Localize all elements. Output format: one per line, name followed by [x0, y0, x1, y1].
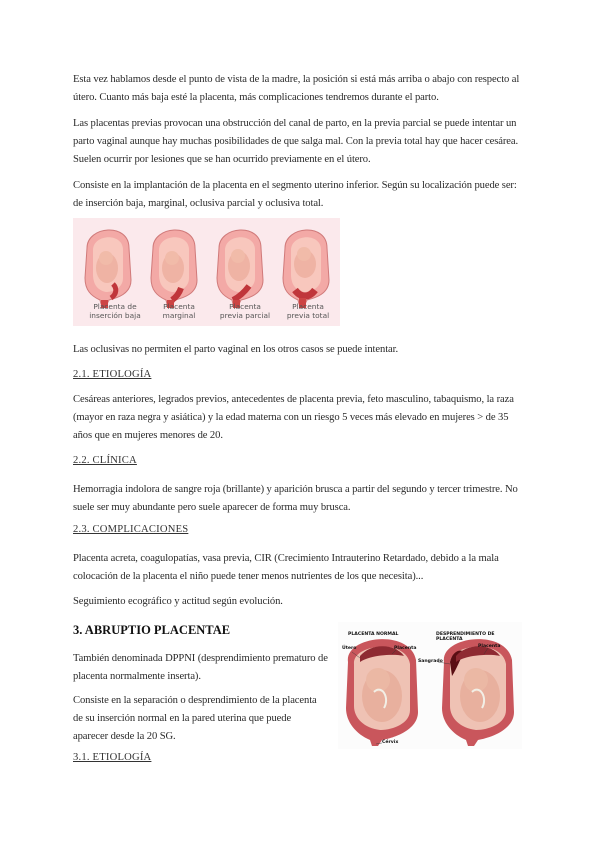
detached-placenta-uterus	[442, 639, 514, 746]
paragraph-clinica: Hemorragia indolora de sangre roja (brillante) y aparición brusca a partir del segundo y tercer trimestre. No suele ser muy abundante pero suele aparecer de forma muy brusca.	[73, 484, 518, 513]
heading-clinica: 2.2. CLÍNICA	[73, 455, 137, 466]
label-placenta: Placenta	[394, 646, 417, 651]
heading-etiologia: 2.1. ETIOLOGÍA	[73, 369, 152, 380]
placenta-previa-figure	[73, 218, 340, 326]
heading-abruptio: 3. ABRUPTIO PLACENTAE	[73, 623, 231, 637]
uterus-previa-parcial	[217, 230, 263, 308]
uterus-marginal	[151, 230, 197, 308]
heading-complicaciones: 2.3. COMPLICACIONES	[73, 524, 189, 535]
label-utero: Útero	[342, 646, 357, 651]
paragraph-separacion: Consiste en la separación o desprendimiento de la placenta de su inserción normal en la pared uterina que puede aparecer desde la 20 SG.	[73, 695, 317, 742]
label-placenta-right: Placenta	[478, 644, 501, 649]
paragraph-intro: Esta vez hablamos desde el punto de vista de la madre, la posición si está más arriba o abajo con respecto al útero. Cuanto más baja esté la placenta, más complicaciones tendremos durante el parto.	[73, 74, 520, 103]
abruptio-figure	[338, 622, 522, 749]
normal-placenta-uterus	[346, 639, 418, 746]
paragraph-definicion: Consiste en la implantación de la placenta en el segmento uterino inferior. Según su localización puede ser: de inserción baja, marginal, oclusiva parcial y oclusiva total.	[73, 180, 517, 209]
uterus-insercion-baja	[85, 230, 131, 308]
caption-previa-parcial: Placenta previa parcial	[219, 302, 271, 320]
paragraph-previas: Las placentas previas provocan una obstrucción del canal de parto, en la previa parcial se puede intentar un parto vaginal aunque hay muchas posibilidades de que salga mal. Con la previa total hay que hacer cesárea. Suelen ocurrir por lesiones que se han ocurrido previamente en el útero.	[73, 118, 519, 165]
caption-insercion-baja: Placenta de inserción baja	[89, 302, 141, 320]
paragraph-oclusivas: Las oclusivas no permiten el parto vaginal en los otros casos se puede intentar.	[73, 344, 399, 355]
label-sangrado: Sangrado	[418, 659, 443, 664]
label-placenta-normal: PLACENTA NORMAL	[348, 632, 399, 637]
paragraph-complicaciones: Placenta acreta, coagulopatías, vasa previa, CIR (Crecimiento Intrauterino Retardado, debido a la mala colocación de la placenta el niño puede tener menos nutrientes de los que necesita)...	[73, 553, 499, 582]
uterus-previa-total	[283, 230, 329, 308]
caption-marginal: Placenta marginal	[162, 302, 196, 320]
paragraph-seguimiento: Seguimiento ecográfico y actitud según evolución.	[73, 596, 283, 607]
paragraph-etiologia: Cesáreas anteriores, legrados previos, antecedentes de placenta previa, feto masculino, tabaquismo, la raza (mayor en raza negra y asiática) y la edad materna con un riesgo 5 veces más elevado en mujeres > de 35 años que en mujeres menores de 20.	[73, 394, 514, 441]
label-desprendimiento: DESPRENDIMIENTO DE PLACENTA	[436, 632, 495, 642]
paragraph-dppni: También denominada DPPNI (desprendimiento prematuro de placenta normalmente inserta).	[73, 653, 328, 682]
heading-etiologia-abruptio: 3.1. ETIOLOGÍA	[73, 752, 152, 763]
label-cervix: Cérvix	[382, 740, 399, 745]
caption-previa-total: Placenta previa total	[286, 302, 330, 320]
